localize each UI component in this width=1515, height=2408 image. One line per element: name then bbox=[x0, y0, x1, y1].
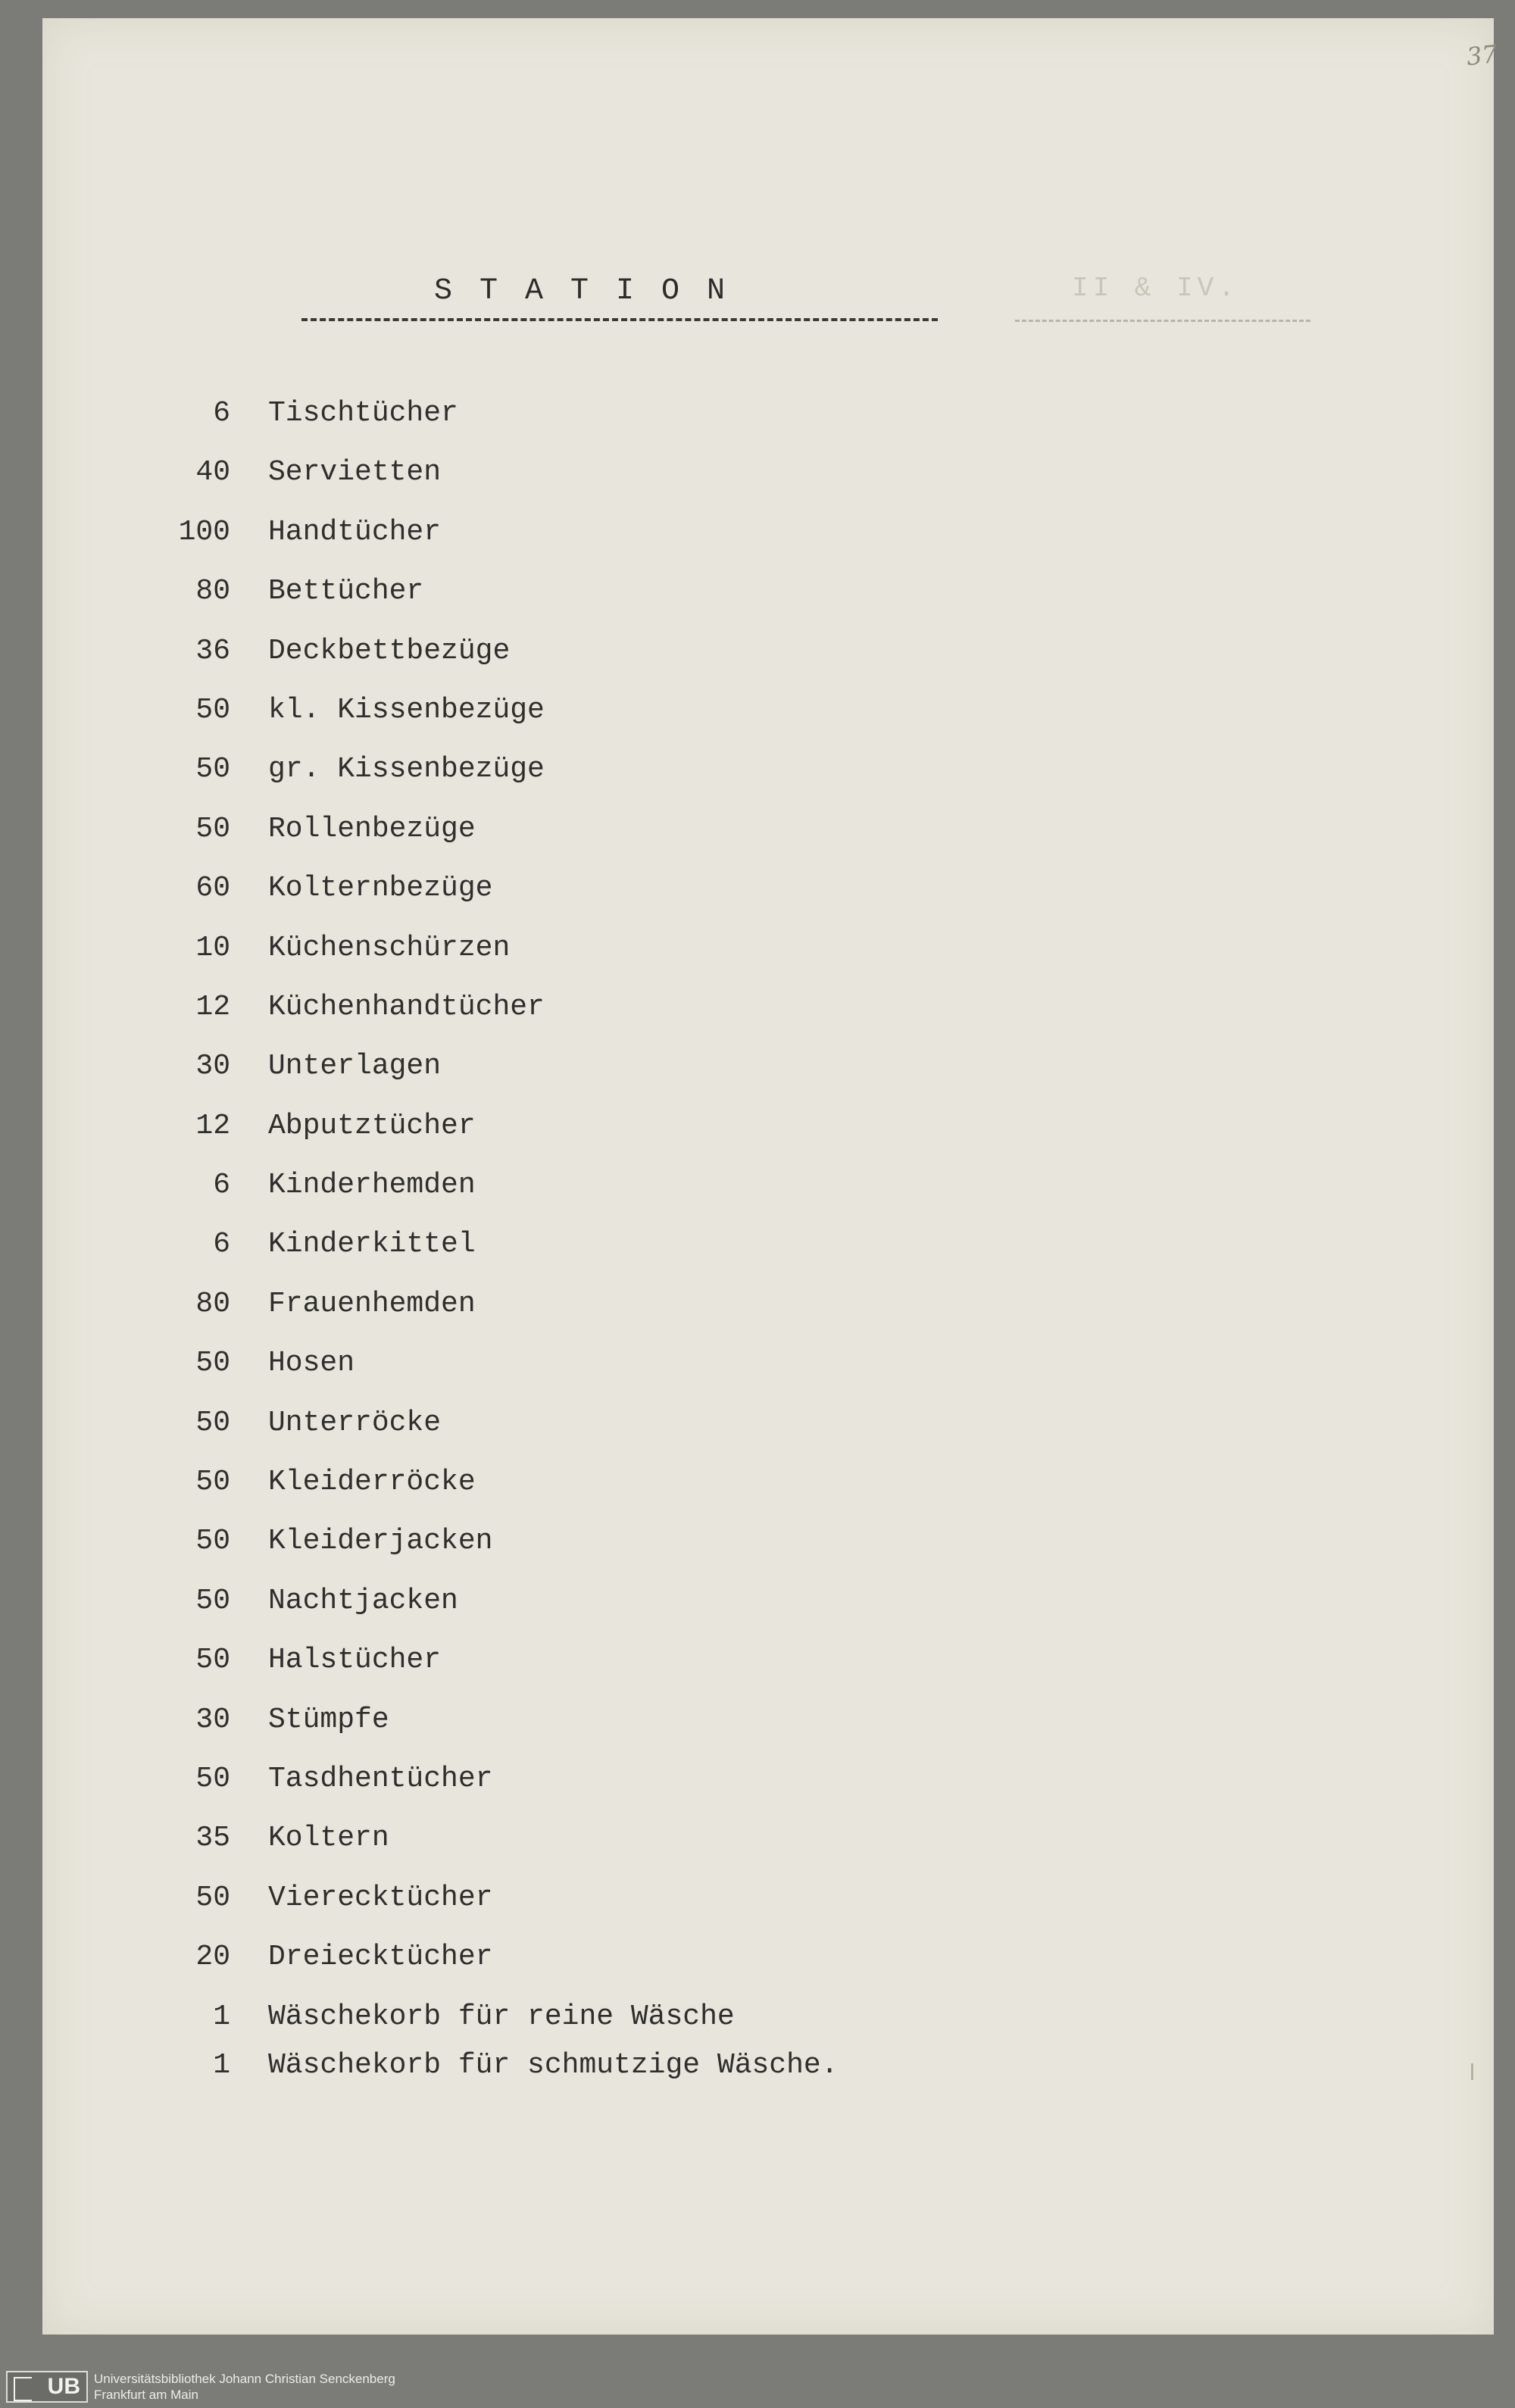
list-item bbox=[152, 1938, 1288, 1997]
item-name: Küchenschürzen bbox=[268, 931, 511, 964]
item-quantity: 6 bbox=[213, 1169, 230, 1202]
item-name: Kleiderröcke bbox=[268, 1466, 476, 1499]
item-quantity: 1 bbox=[213, 2048, 230, 2082]
item-name: Kinderhemden bbox=[268, 1169, 476, 1202]
item-quantity: 30 bbox=[195, 1703, 230, 1736]
item-quantity: 36 bbox=[195, 634, 230, 667]
title-underline bbox=[301, 318, 938, 321]
item-quantity: 80 bbox=[195, 1287, 230, 1320]
item-name: Hosen bbox=[268, 1347, 355, 1380]
item-quantity: 12 bbox=[195, 1109, 230, 1142]
item-name: Wäschekorb für schmutzige Wäsche. bbox=[268, 2048, 839, 2082]
list-item bbox=[152, 1701, 1288, 1760]
item-quantity: 50 bbox=[195, 1584, 230, 1617]
list-item bbox=[152, 632, 1288, 692]
list-item bbox=[152, 751, 1288, 810]
item-quantity: 50 bbox=[195, 753, 230, 786]
item-name: Küchenhandtücher bbox=[268, 990, 545, 1023]
item-quantity: 50 bbox=[195, 693, 230, 726]
item-name: Nachtjacken bbox=[268, 1584, 458, 1617]
station-number-underline bbox=[1015, 320, 1310, 322]
item-name: Deckbettbezüge bbox=[268, 634, 511, 667]
item-name: Kinderkittel bbox=[268, 1228, 476, 1261]
item-quantity: 10 bbox=[195, 931, 230, 964]
list-item bbox=[152, 1998, 1288, 2047]
item-name: Frauenhemden bbox=[268, 1287, 476, 1320]
logo-text: UB bbox=[47, 2374, 80, 2399]
list-item bbox=[152, 2047, 1288, 2095]
list-item bbox=[152, 514, 1288, 573]
item-quantity: 50 bbox=[195, 1525, 230, 1558]
item-quantity: 40 bbox=[195, 456, 230, 489]
item-name: Koltern bbox=[268, 1822, 389, 1855]
item-name: Unterröcke bbox=[268, 1406, 442, 1439]
page-title: S T A T I O N bbox=[434, 274, 730, 308]
list-item bbox=[152, 1879, 1288, 1938]
margin-mark bbox=[1471, 2063, 1473, 2080]
list-item bbox=[152, 1404, 1288, 1463]
item-name: Kolternbezüge bbox=[268, 872, 493, 905]
item-name: gr. Kissenbezüge bbox=[268, 753, 545, 786]
item-quantity: 1 bbox=[213, 2000, 230, 2033]
list-item bbox=[152, 1463, 1288, 1523]
list-item bbox=[152, 573, 1288, 632]
item-name: Unterlagen bbox=[268, 1050, 442, 1083]
item-name: Vierecktücher bbox=[268, 1881, 493, 1914]
list-item bbox=[152, 929, 1288, 988]
list-item bbox=[152, 395, 1288, 454]
list-item bbox=[152, 1167, 1288, 1226]
inventory-list bbox=[152, 395, 1288, 2095]
list-item bbox=[152, 454, 1288, 513]
list-item bbox=[152, 1760, 1288, 1819]
item-name: Stümpfe bbox=[268, 1703, 389, 1736]
list-item bbox=[152, 1819, 1288, 1879]
item-name: Handtücher bbox=[268, 515, 442, 548]
item-name: Bettücher bbox=[268, 575, 424, 608]
item-name: Kleiderjacken bbox=[268, 1525, 493, 1558]
item-quantity: 50 bbox=[195, 812, 230, 845]
item-name: Tischtücher bbox=[268, 397, 458, 429]
item-quantity: 50 bbox=[195, 1881, 230, 1914]
list-item bbox=[152, 1523, 1288, 1582]
item-name: Tasdhentücher bbox=[268, 1762, 493, 1795]
item-quantity: 100 bbox=[178, 515, 230, 548]
item-quantity: 6 bbox=[213, 397, 230, 429]
item-quantity: 60 bbox=[195, 872, 230, 905]
item-name: Dreiecktücher bbox=[268, 1941, 493, 1974]
list-item bbox=[152, 870, 1288, 929]
list-item bbox=[152, 1345, 1288, 1404]
list-item bbox=[152, 1226, 1288, 1285]
book-icon bbox=[14, 2377, 32, 2401]
item-name: Servietten bbox=[268, 456, 442, 489]
list-item bbox=[152, 1641, 1288, 1701]
institution-credit bbox=[94, 2371, 395, 2403]
list-item bbox=[152, 1107, 1288, 1167]
list-item bbox=[152, 1582, 1288, 1641]
item-quantity: 35 bbox=[195, 1822, 230, 1855]
folio-number: 37 bbox=[1465, 39, 1499, 72]
item-quantity: 50 bbox=[195, 1466, 230, 1499]
item-quantity: 50 bbox=[195, 1644, 230, 1677]
item-quantity: 6 bbox=[213, 1228, 230, 1261]
item-quantity: 50 bbox=[195, 1406, 230, 1439]
list-item bbox=[152, 1048, 1288, 1107]
item-quantity: 30 bbox=[195, 1050, 230, 1083]
item-name: kl. Kissenbezüge bbox=[268, 693, 545, 726]
item-quantity: 80 bbox=[195, 575, 230, 608]
institution-city: Frankfurt am Main bbox=[94, 2388, 198, 2402]
list-item bbox=[152, 988, 1288, 1048]
item-quantity: 50 bbox=[195, 1762, 230, 1795]
item-quantity: 12 bbox=[195, 990, 230, 1023]
item-name: Wäschekorb für reine Wäsche bbox=[268, 2000, 735, 2033]
list-item bbox=[152, 1285, 1288, 1345]
list-item bbox=[152, 692, 1288, 751]
list-item bbox=[152, 810, 1288, 870]
item-quantity: 20 bbox=[195, 1941, 230, 1974]
institution-name: Universitätsbibliothek Johann Christian Senckenberg bbox=[94, 2372, 395, 2386]
item-name: Rollenbezüge bbox=[268, 812, 476, 845]
station-number: II & IV. bbox=[1072, 273, 1239, 304]
item-name: Halstücher bbox=[268, 1644, 442, 1677]
item-quantity: 50 bbox=[195, 1347, 230, 1380]
item-name: Abputztücher bbox=[268, 1109, 476, 1142]
library-logo bbox=[6, 2371, 88, 2403]
